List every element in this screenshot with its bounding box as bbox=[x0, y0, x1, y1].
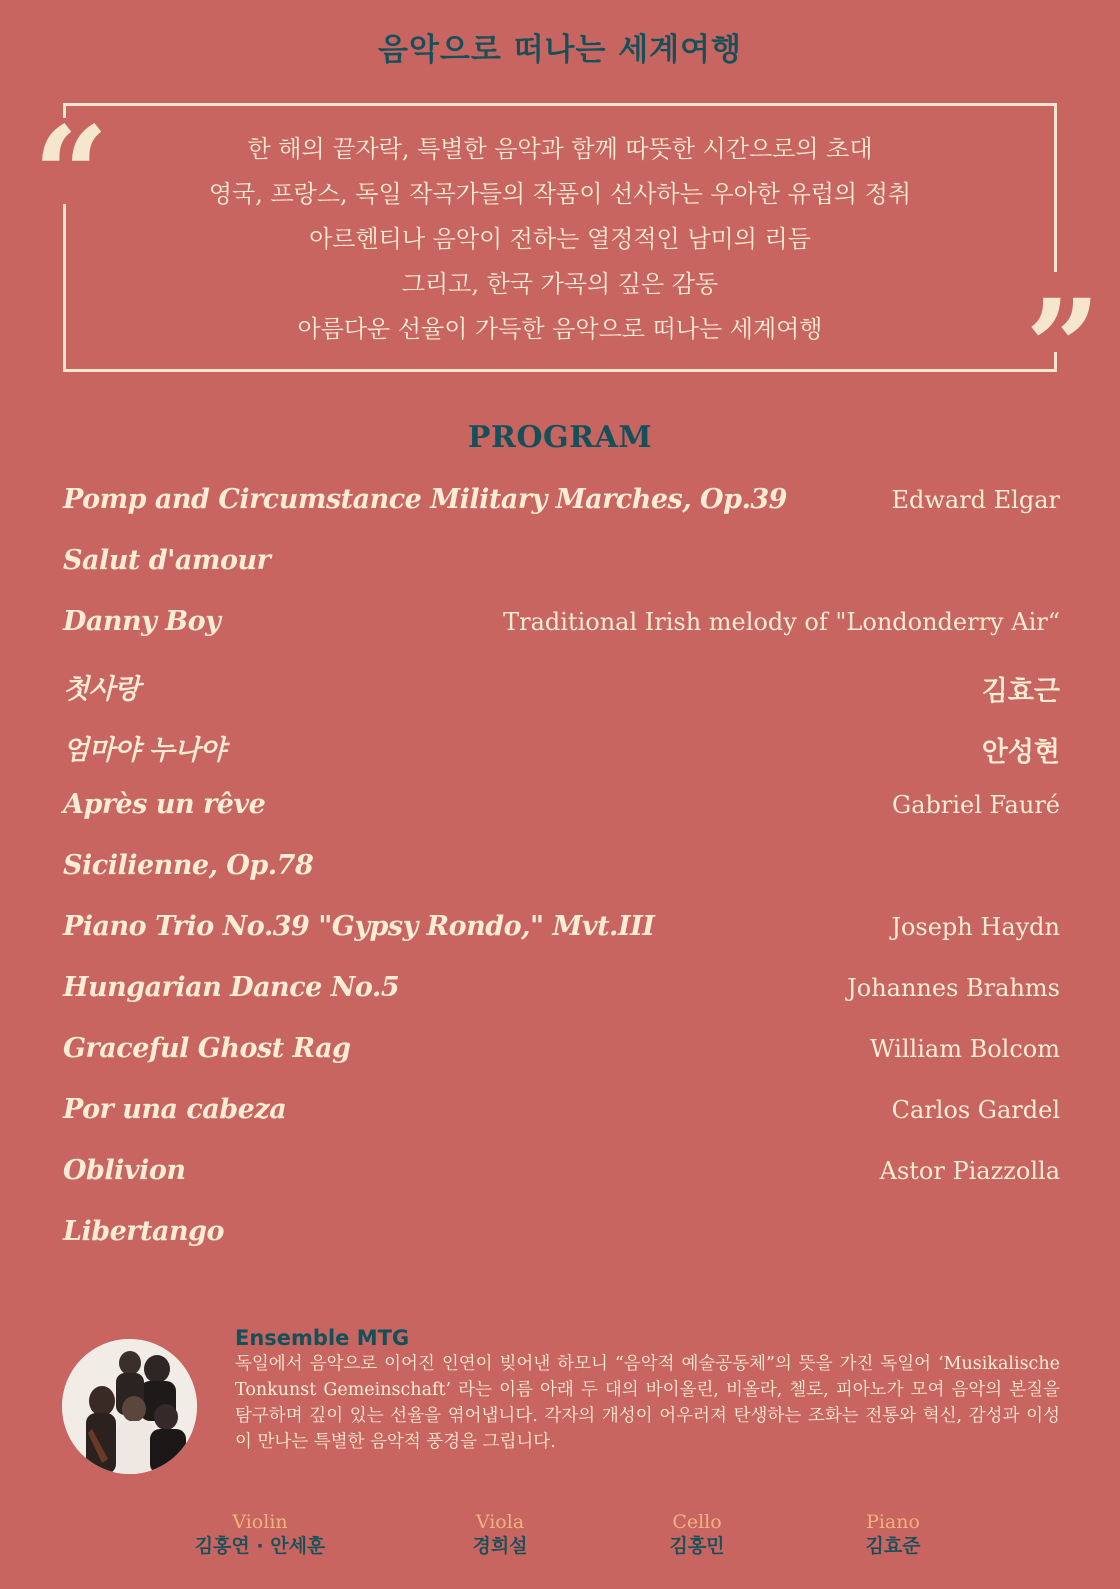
close-quote-icon: ” bbox=[1025, 271, 1101, 426]
piece-title: Pomp and Circumstance Military Marches, Op.39 bbox=[63, 484, 787, 515]
program-title: PROGRAM bbox=[467, 420, 653, 455]
program-row bbox=[63, 1094, 1060, 1134]
composer: 김효근 bbox=[981, 676, 1060, 707]
quote-line: 영국, 프랑스, 독일 작곡가들의 작품이 선사하는 우아한 유럽의 정취 bbox=[208, 180, 912, 208]
program-row bbox=[63, 667, 1060, 707]
quote-line: 아르헨티나 음악이 전하는 열정적인 남미의 리듬 bbox=[309, 225, 811, 253]
open-quote-icon: “ bbox=[33, 98, 109, 253]
program-row bbox=[63, 1216, 1060, 1256]
program-row bbox=[63, 911, 1060, 951]
member-piano bbox=[793, 1511, 993, 1559]
composer: William Bolcom bbox=[869, 1035, 1060, 1063]
composer: Carlos Gardel bbox=[891, 1096, 1060, 1124]
piece-title: Après un rêve bbox=[63, 789, 266, 820]
member-names: 김홍연 · 안세훈 bbox=[194, 1535, 326, 1557]
page-title: 음악으로 떠나는 세계여행 bbox=[378, 32, 742, 68]
piece-title: Piano Trio No.39 "Gypsy Rondo," Mvt.III bbox=[63, 911, 655, 942]
program-row bbox=[63, 972, 1060, 1012]
program-row bbox=[63, 1155, 1060, 1195]
piece-title: 엄마야 누나야 bbox=[63, 735, 226, 766]
ensemble-name: Ensemble MTG bbox=[235, 1326, 410, 1350]
member-instrument: Piano bbox=[866, 1511, 920, 1533]
ensemble-description: 독일에서 음악으로 이어진 인연이 빚어낸 하모니 “음악적 예술공동체”의 뜻을 가진 독일어 ‘Musikalische Tonkunst Gemeinschaft’ 라는 이름 아래 두 대의 바이올린, 비올라, 첼로, 피아노가 모여 음악의 본질을 탐구하며 깊이 있는 선율을 엮어냅니다. 각자의 개성이 어우러져 탄생하는 조화는 전통와 혁신, 감성과 이성이 만나는 특별한 음악적 풍경을 그립니다. bbox=[235, 1354, 1060, 1452]
quote-line: 그리고, 한국 가곡의 깊은 감동 bbox=[401, 270, 719, 298]
piece-title: 첫사랑 bbox=[63, 674, 140, 705]
program-row bbox=[63, 850, 1060, 890]
piece-title: Oblivion bbox=[63, 1155, 186, 1186]
composer: Astor Piazzolla bbox=[879, 1157, 1060, 1185]
member-instrument: Violin bbox=[232, 1511, 288, 1533]
composer: Gabriel Fauré bbox=[892, 791, 1060, 819]
member-cello bbox=[597, 1511, 797, 1559]
piece-title: Libertango bbox=[63, 1216, 225, 1247]
program-row bbox=[63, 606, 1060, 646]
member-names: 김효준 bbox=[865, 1535, 921, 1557]
composer: 안성현 bbox=[981, 737, 1060, 768]
member-instrument: Cello bbox=[672, 1511, 722, 1533]
piece-title: Salut d'amour bbox=[63, 545, 271, 576]
piece-title: Danny Boy bbox=[63, 606, 221, 637]
member-names: 김홍민 bbox=[669, 1535, 725, 1557]
ensemble-photo-image bbox=[62, 1339, 197, 1474]
program-row bbox=[63, 484, 1060, 524]
piece-title: Hungarian Dance No.5 bbox=[63, 972, 400, 1003]
program-row bbox=[63, 545, 1060, 585]
quote-line: 한 해의 끝자락, 특별한 음악과 함께 따뜻한 시간으로의 초대 bbox=[247, 135, 873, 163]
ensemble-photo bbox=[62, 1339, 197, 1474]
member-instrument: Viola bbox=[475, 1511, 525, 1533]
composer: Edward Elgar bbox=[891, 486, 1060, 514]
composer: Johannes Brahms bbox=[847, 974, 1060, 1002]
piece-title: Por una cabeza bbox=[63, 1094, 287, 1125]
program-row bbox=[63, 728, 1060, 768]
piece-title: Graceful Ghost Rag bbox=[63, 1033, 351, 1064]
composer: Traditional Irish melody of "Londonderry Air“ bbox=[503, 608, 1060, 636]
program-row bbox=[63, 789, 1060, 829]
quote-line: 아름다운 선율이 가득한 음악으로 떠나는 세계여행 bbox=[297, 315, 823, 343]
piece-title: Sicilienne, Op.78 bbox=[63, 850, 314, 881]
member-violin bbox=[160, 1511, 360, 1559]
intro-quote bbox=[63, 127, 1057, 352]
composer: Joseph Haydn bbox=[891, 913, 1060, 941]
member-viola bbox=[400, 1511, 600, 1559]
program-row bbox=[63, 1033, 1060, 1073]
member-names: 경희설 bbox=[472, 1535, 528, 1557]
